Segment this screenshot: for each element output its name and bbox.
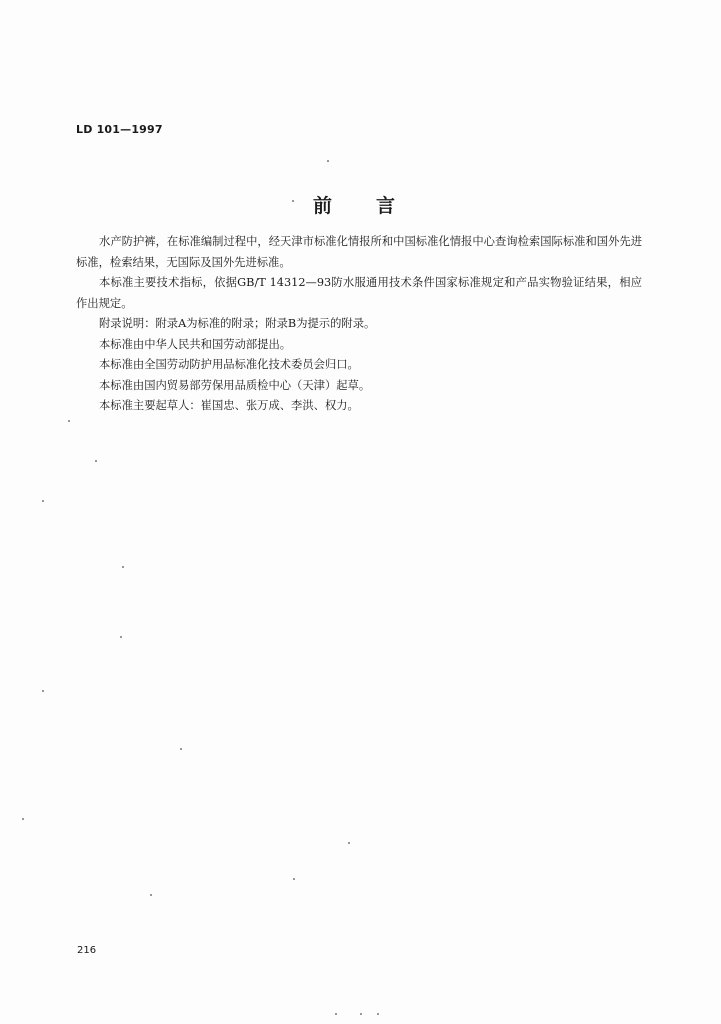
- paragraph-technical-basis: 本标准主要技术指标，依据GB/T 14312—93防水服通用技术条件国家标准规定和产品实物验证结果，相应作出规定。: [76, 276, 642, 310]
- scan-speck: [293, 878, 295, 880]
- scan-speck: [120, 636, 122, 638]
- scan-speck: [180, 748, 182, 750]
- paragraph-drafters: 本标准主要起草人：崔国忠、张万成、李洪、权力。: [99, 399, 359, 412]
- scan-speck: [68, 420, 70, 422]
- scan-speck: [335, 1013, 337, 1015]
- paragraph-proposed-by: 本标准由中华人民共和国劳动部提出。: [99, 337, 292, 351]
- paragraph-drafted-by: 本标准由国内贸易部劳保用品质检中心（天津）起草。: [99, 378, 371, 392]
- title-char-2: 言: [376, 195, 396, 217]
- scan-speck: [122, 566, 124, 568]
- scan-speck: [348, 842, 350, 844]
- scan-speck: [42, 500, 44, 502]
- title-char-1: 前: [313, 195, 333, 217]
- scan-speck: [327, 160, 329, 162]
- scan-speck: [42, 690, 44, 692]
- scan-speck: [377, 1013, 379, 1015]
- paragraph-centralized-by: 本标准由全国劳动防护用品标准化技术委员会归口。: [99, 358, 359, 371]
- page-number: 216: [77, 945, 97, 956]
- scan-speck: [150, 894, 152, 896]
- paragraph-search-result: 水产防护裤，在标准编制过程中，经天津市标准化情报所和中国标准化情报中心查询检索国际标准和国外先进标准，检索结果，无国际及国外先进标准。: [76, 235, 642, 269]
- paragraph-appendix-note: 附录说明：附录A为标准的附录；附录B为提示的附录。: [99, 317, 376, 330]
- document-code: LD 101—1997: [76, 123, 163, 136]
- scan-speck: [22, 818, 24, 820]
- scan-speck: [360, 1013, 362, 1015]
- scan-speck: [292, 200, 294, 202]
- foreword-body: [76, 232, 642, 417]
- scan-speck: [95, 460, 97, 462]
